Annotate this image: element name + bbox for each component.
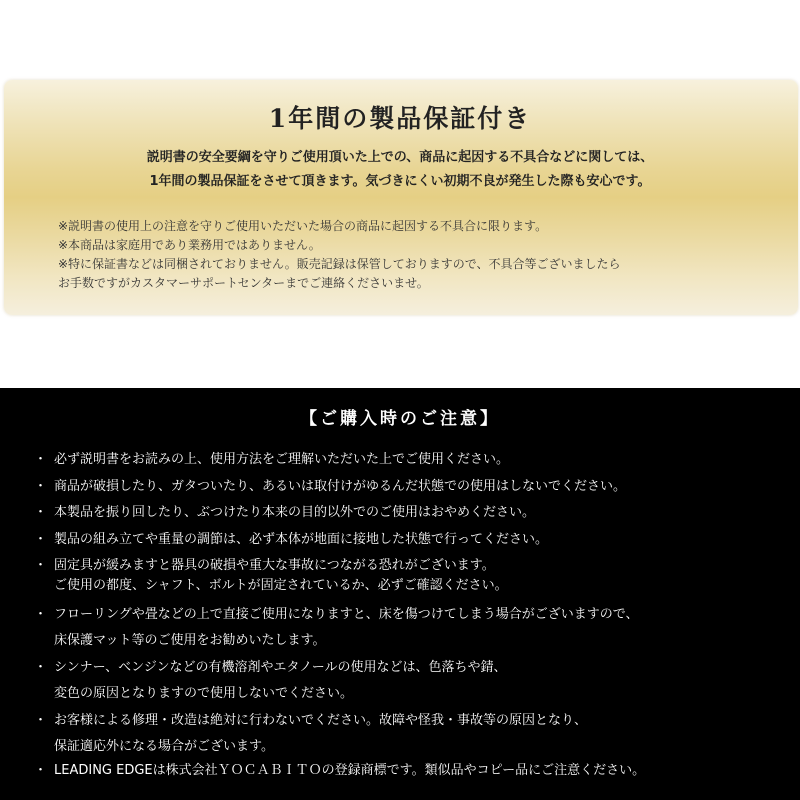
caution-item — [34, 655, 784, 707]
bullet-dot: ・ — [34, 763, 48, 778]
caution-text: 必ず説明書をお読みの上、使用方法をご理解いただいた上でご使用ください。 — [54, 452, 510, 467]
warranty-note: ※本商品は家庭用であり業務用ではありません。 — [58, 238, 321, 252]
bullet-dot: ・ — [34, 713, 48, 728]
caution-list — [34, 450, 784, 788]
caution-text: 変色の原因となりますので使用しないでください。 — [54, 686, 354, 701]
caution-item — [34, 530, 784, 550]
caution-item — [34, 450, 784, 470]
warranty-title: 1年間の製品保証付き — [268, 104, 532, 133]
caution-text: 床保護マット等のご使用をお勧めいたします。 — [54, 633, 326, 648]
bullet-dot: ・ — [34, 558, 48, 573]
caution-text: 製品の組み立てや重量の調節は、必ず本体が地面に接地した状態で行ってください。 — [54, 531, 549, 547]
caution-text: 本製品を振り回したり、ぶつけたり本来の目的以外でのご使用はおやめください。 — [54, 505, 536, 520]
caution-item — [34, 503, 784, 523]
caution-text: 保証適応外になる場合がございます。 — [54, 739, 274, 754]
caution-title: 【ご購入時のご注意】 — [300, 409, 500, 429]
caution-text: 商品が破損したり、ガタついたり、あるいは取付けがゆるんだ状態での使用はしないでください。 — [54, 478, 627, 494]
caution-text: 固定具が緩みますと器具の破損や重大な事故につながる恐れがございます。 — [54, 558, 495, 573]
caution-item — [34, 602, 784, 654]
bullet-dot: ・ — [34, 505, 48, 520]
warranty-note: お手数ですがカスタマーサポートセンターまでご連絡くださいませ。 — [58, 276, 429, 290]
caution-item — [34, 761, 784, 781]
warranty-notes — [58, 217, 758, 293]
warranty-description-line: 1年間の製品保証をさせて頂きます。気づきにくい初期不良が発生した際も安心です。 — [149, 174, 651, 189]
warranty-description-line: 説明書の安全要綱を守りご使用頂いた上での、商品に起因する不具合などに関しては、 — [146, 150, 654, 165]
caution-item — [34, 556, 784, 595]
caution-text: ご使用の都度、シャフト、ボルトが固定されているか、必ずご確認ください。 — [54, 577, 508, 593]
caution-item — [34, 477, 784, 497]
caution-item — [34, 708, 784, 760]
caution-text: シンナー、ベンジンなどの有機溶剤やエタノールの使用などは、色落ちや錆、 — [54, 660, 507, 675]
bullet-dot: ・ — [34, 531, 48, 547]
caution-text: フローリングや畳などの上で直接ご使用になりますと、床を傷つけてしまう場合がございますので、 — [54, 607, 639, 622]
caution-text: お客様による修理・改造は絶対に行わないでください。故障や怪我・事故等の原因となり、 — [54, 713, 588, 728]
bullet-dot: ・ — [34, 607, 48, 622]
bullet-dot: ・ — [34, 660, 48, 675]
warranty-note: ※説明書の使用上の注意を守りご使用いただいた場合の商品に起因する不具合に限ります。 — [58, 219, 548, 233]
bullet-dot: ・ — [34, 452, 48, 467]
warranty-note: ※特に保証書などは同梱されておりません。販売記録は保管しておりますので、不具合等ございましたら — [58, 257, 621, 271]
warranty-description — [0, 146, 800, 194]
caution-text: LEADING EDGEは株式会社ＹＯＣＡＢＩＴＯの登録商標です。類似品やコピー品にご注意ください。 — [54, 763, 646, 778]
bullet-dot: ・ — [34, 478, 48, 494]
